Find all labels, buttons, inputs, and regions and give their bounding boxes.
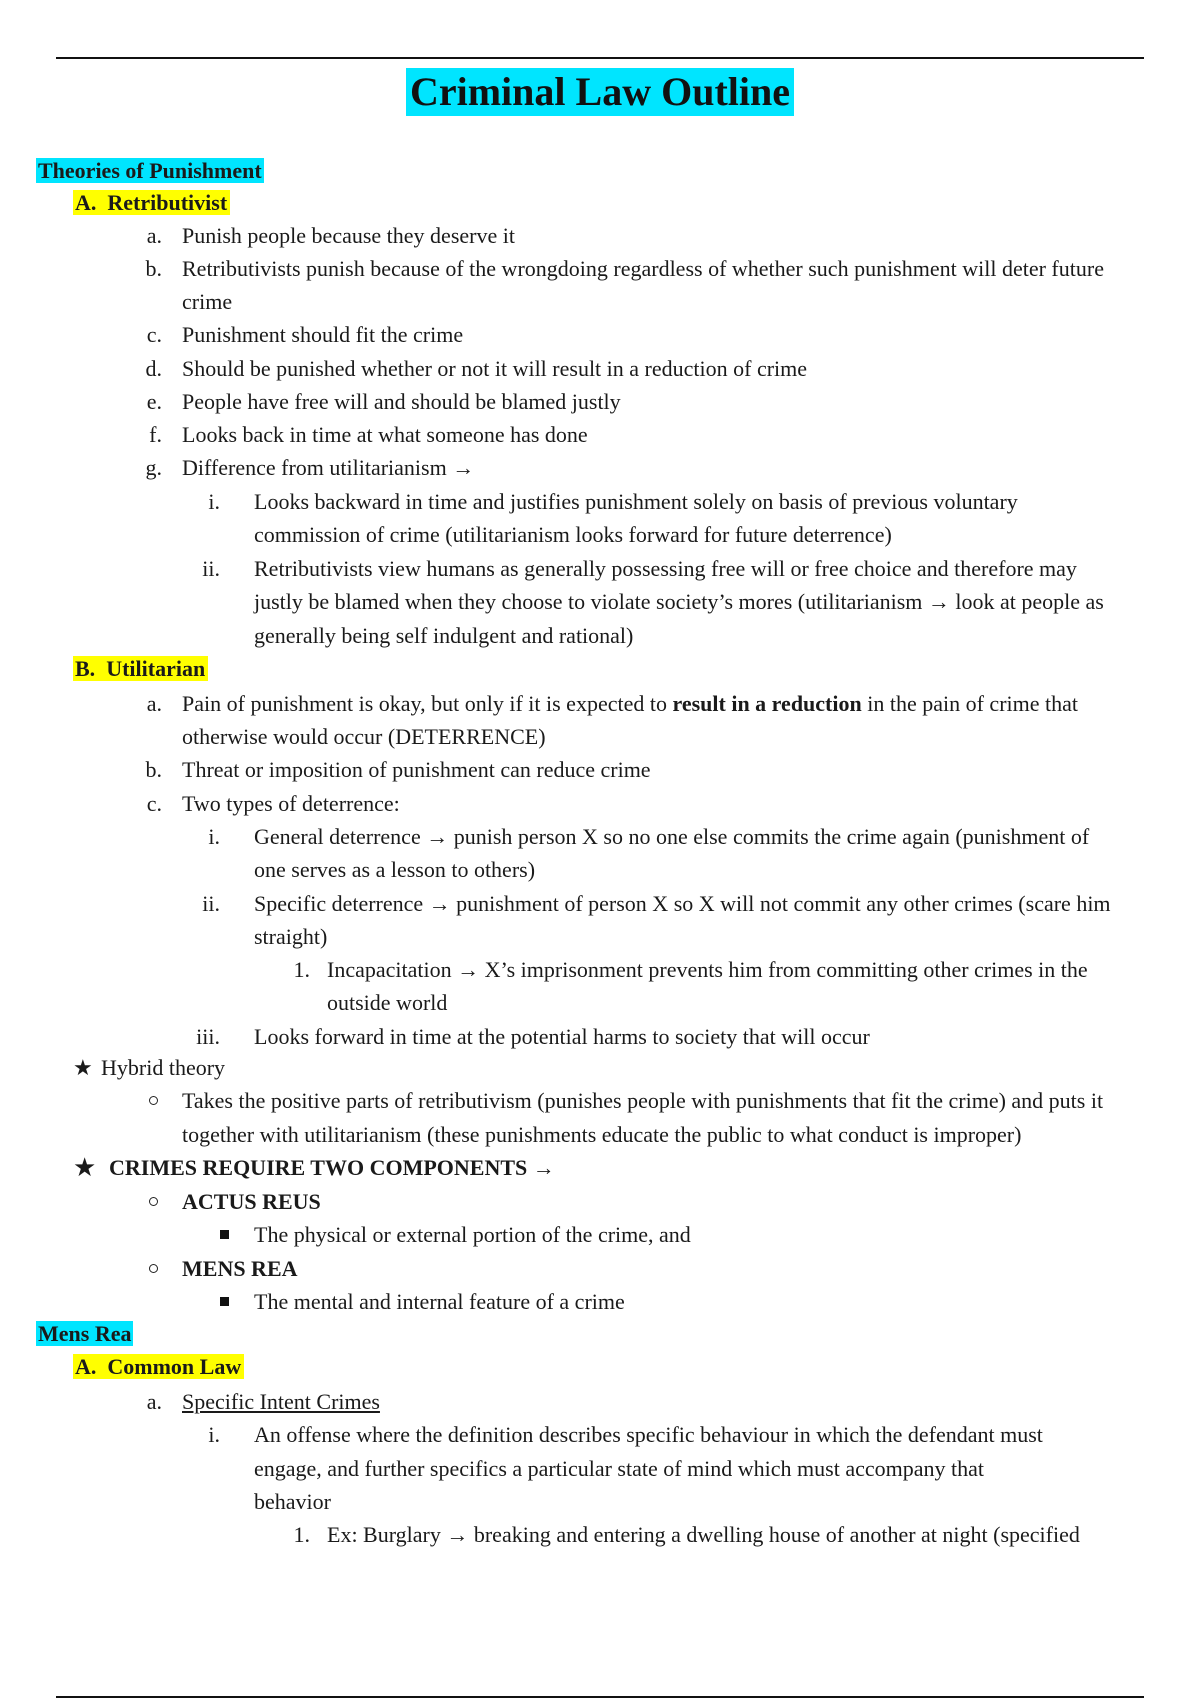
subheading-common-law-marker: A.	[75, 1354, 97, 1379]
hollow-circle-bullet-icon	[149, 1197, 158, 1206]
list-marker: c.	[146, 791, 162, 816]
square-bullet-icon	[220, 1230, 229, 1239]
star-icon: ★	[73, 1153, 97, 1182]
list-item-text-continued: generally being self indulgent and rational)	[254, 623, 634, 648]
section-heading-mens-rea-text: Mens Rea	[38, 1321, 132, 1346]
list-item-text-continued: crime	[182, 289, 233, 314]
subheading-utilitarian	[73, 655, 208, 683]
list-item-text: Difference from utilitarianism →	[182, 455, 475, 480]
crimes-components-label: CRIMES REQUIRE TWO COMPONENTS →	[109, 1155, 555, 1180]
text-segment: Pain of punishment is okay, but only if it is expected to	[182, 691, 673, 716]
list-item-text-continued: otherwise would occur (DETERRENCE)	[182, 724, 546, 749]
section-heading-theories-text: Theories of Punishment	[38, 158, 262, 183]
list-marker: b.	[145, 757, 162, 782]
list-marker: a.	[146, 1389, 162, 1414]
list-item-text: Looks back in time at what someone has done	[182, 422, 588, 447]
list-item-text-continued: outside world	[327, 990, 448, 1015]
subheading-retributivist-marker: A.	[75, 190, 97, 215]
list-item-text-continued: together with utilitarianism (these punishments educate the public to what conduct is improper)	[182, 1122, 1022, 1147]
list-marker: i.	[208, 489, 220, 514]
specific-intent-crimes-label: Specific Intent Crimes	[182, 1389, 380, 1414]
list-item-text-continued: one serves as a lesson to others)	[254, 857, 536, 882]
subheading-retributivist-text	[73, 190, 230, 215]
text-segment: in the pain of crime that	[861, 691, 1078, 716]
list-marker: f.	[149, 422, 162, 447]
top-rule	[56, 57, 1144, 59]
subheading-common-law-text	[73, 1354, 244, 1379]
list-item-text: Looks forward in time at the potential harms to society that will occur	[254, 1024, 870, 1049]
list-item-text: The mental and internal feature of a crime	[254, 1289, 625, 1314]
list-marker: g.	[145, 455, 162, 480]
bold-text-segment: result in a reduction	[672, 691, 862, 716]
page-title: Criminal Law Outline	[406, 68, 794, 116]
list-item-text: Two types of deterrence:	[182, 791, 400, 816]
subheading-utilitarian-label: Utilitarian	[106, 656, 206, 681]
list-item-text: Looks backward in time and justifies punishment solely on basis of previous voluntary	[254, 489, 1018, 514]
subheading-common-law-label: Common Law	[107, 1354, 242, 1379]
list-marker: b.	[145, 256, 162, 281]
section-heading-theories	[36, 157, 264, 185]
section-heading-mens-rea	[36, 1320, 133, 1348]
list-item-text: People have free will and should be blamed justly	[182, 389, 621, 414]
list-marker: 1.	[293, 957, 310, 982]
list-item-text: Threat or imposition of punishment can reduce crime	[182, 757, 651, 782]
list-item-text: Specific deterrence → punishment of person X so X will not commit any other crimes (scare him	[254, 891, 1111, 916]
star-icon: ★	[73, 1055, 93, 1080]
list-marker: a.	[146, 223, 162, 248]
list-item-text: Should be punished whether or not it will result in a reduction of crime	[182, 356, 808, 381]
title-wrap	[0, 68, 1200, 116]
subheading-common-law	[73, 1353, 244, 1381]
square-bullet-icon	[220, 1297, 229, 1306]
subheading-retributivist-label: Retributivist	[107, 190, 228, 215]
list-item-text-continued: commission of crime (utilitarianism looks forward for future deterrence)	[254, 522, 892, 547]
list-item-text: An offense where the definition describes specific behaviour in which the defendant must	[254, 1422, 1043, 1447]
hollow-circle-bullet-icon	[149, 1096, 158, 1105]
bottom-rule	[56, 1696, 1144, 1698]
list-marker: a.	[146, 691, 162, 716]
list-item-text-continued: straight)	[254, 924, 328, 949]
list-item-text: Retributivists view humans as generally possessing free will or free choice and therefore may	[254, 556, 1077, 581]
list-item-text: Retributivists punish because of the wrongdoing regardless of whether such punishment will deter future	[182, 256, 1104, 281]
list-marker: c.	[146, 322, 162, 347]
list-item-text-continued: engage, and further specifics a particular state of mind which must accompany that	[254, 1456, 985, 1481]
list-marker: ii.	[202, 891, 220, 916]
hybrid-theory-label: Hybrid theory	[101, 1055, 226, 1080]
list-marker: d.	[145, 356, 162, 381]
list-item-text: Takes the positive parts of retributivism (punishes people with punishments that fit the crime) and puts it	[182, 1088, 1104, 1113]
actus-reus-label: ACTUS REUS	[182, 1189, 321, 1214]
list-item-text: The physical or external portion of the crime, and	[254, 1222, 691, 1247]
list-item-text: Punishment should fit the crime	[182, 322, 464, 347]
subheading-retributivist	[73, 189, 230, 217]
subheading-utilitarian-marker: B.	[75, 656, 96, 681]
list-marker: ii.	[202, 556, 220, 581]
list-item-text-continued: behavior	[254, 1489, 331, 1514]
list-item-text	[182, 690, 1078, 718]
list-marker: i.	[208, 1422, 220, 1447]
list-marker: i.	[208, 824, 220, 849]
list-item-text: Punish people because they deserve it	[182, 223, 515, 248]
list-item-text: Ex: Burglary → breaking and entering a dwelling house of another at night (specified	[327, 1522, 1080, 1547]
list-item-text-continued: justly be blamed when they choose to violate society’s mores (utilitarianism → look at people as	[254, 589, 1104, 614]
list-marker: iii.	[196, 1024, 220, 1049]
list-marker: e.	[146, 389, 162, 414]
list-item-text: General deterrence → punish person X so no one else commits the crime again (punishment of	[254, 824, 1090, 849]
mens-rea-label: MENS REA	[182, 1256, 298, 1281]
subheading-utilitarian-text	[73, 656, 208, 681]
list-item-text: Incapacitation → X’s imprisonment prevents him from committing other crimes in the	[327, 957, 1088, 982]
list-marker: 1.	[293, 1522, 310, 1547]
hollow-circle-bullet-icon	[149, 1264, 158, 1273]
